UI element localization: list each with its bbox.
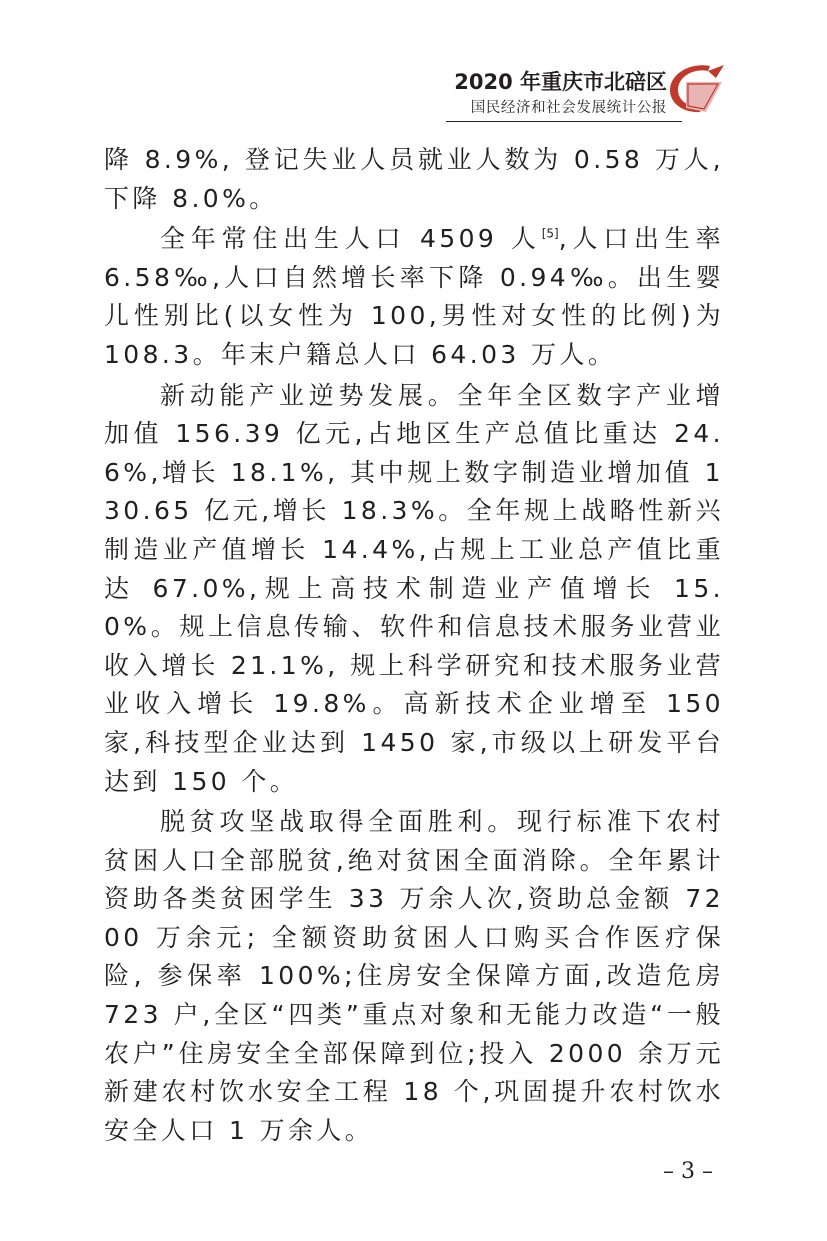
population-text-part1: 全年常住出生人口 4509 人 xyxy=(160,224,542,254)
report-logo-icon xyxy=(666,60,728,116)
header-divider xyxy=(446,121,682,122)
paragraph-new-industries: 新动能产业逆势发展。全年全区数字产业增加值 156.39 亿元,占地区生产总值比重达 24.6%,增长 18.1%, 其中规上数字制造业增加值 130.65 亿元,增长 18.3%。全年规上战略性新兴制造业产值增长 14.4%,占规上工业总产值比重达 67.0%,规上高技术制造业产值增长 15.0%。规上信息传输、软件和信息技术服务业营业收入增长 21.1%, 规上科学研究和技术服务业营业收入增长 19.8%。高新技术企业增至 150 家,科技型企业达到 1450 家,市级以上研发平台达到 150 个。 xyxy=(104,380,724,796)
report-body xyxy=(104,141,724,1152)
page-number: – 3 – xyxy=(663,1159,713,1184)
header-title: 2020 年重庆市北碚区 xyxy=(454,70,667,94)
paragraph-unemployment-continued: 降 8.9%, 登记失业人员就业人数为 0.58 万人,下降 8.0%。 xyxy=(104,145,724,213)
footnote-reference: [5] xyxy=(541,226,559,241)
population-text-part2: ,人口出生率 6.58‰,人口自然增长率下降 0.94‰。出生婴儿性别比(以女性为 100,男性对女性的比例)为 108.3。年末户籍总人口 64.03 万人。 xyxy=(104,224,724,369)
paragraph-poverty-alleviation: 脱贫攻坚战取得全面胜利。现行标准下农村贫困人口全部脱贫,绝对贫困全面消除。全年累计资助各类贫困学生 33 万余人次,资助总金额 7200 万余元; 全额资助贫困人口购买合作医疗保险, 参保率 100%;住房安全保障方面,改造危房 723 户,全区“四类”重点对象和无能力改造“一般农户”住房安全全部保障到位;投入 2000 余万元新建农村饮水安全工程 18 个,巩固提升农村饮水安全人口 1 万余人。 xyxy=(104,807,724,1145)
header-subtitle: 国民经济和社会发展统计公报 xyxy=(470,100,667,116)
paragraph-population xyxy=(104,220,724,374)
page-header xyxy=(0,0,827,130)
